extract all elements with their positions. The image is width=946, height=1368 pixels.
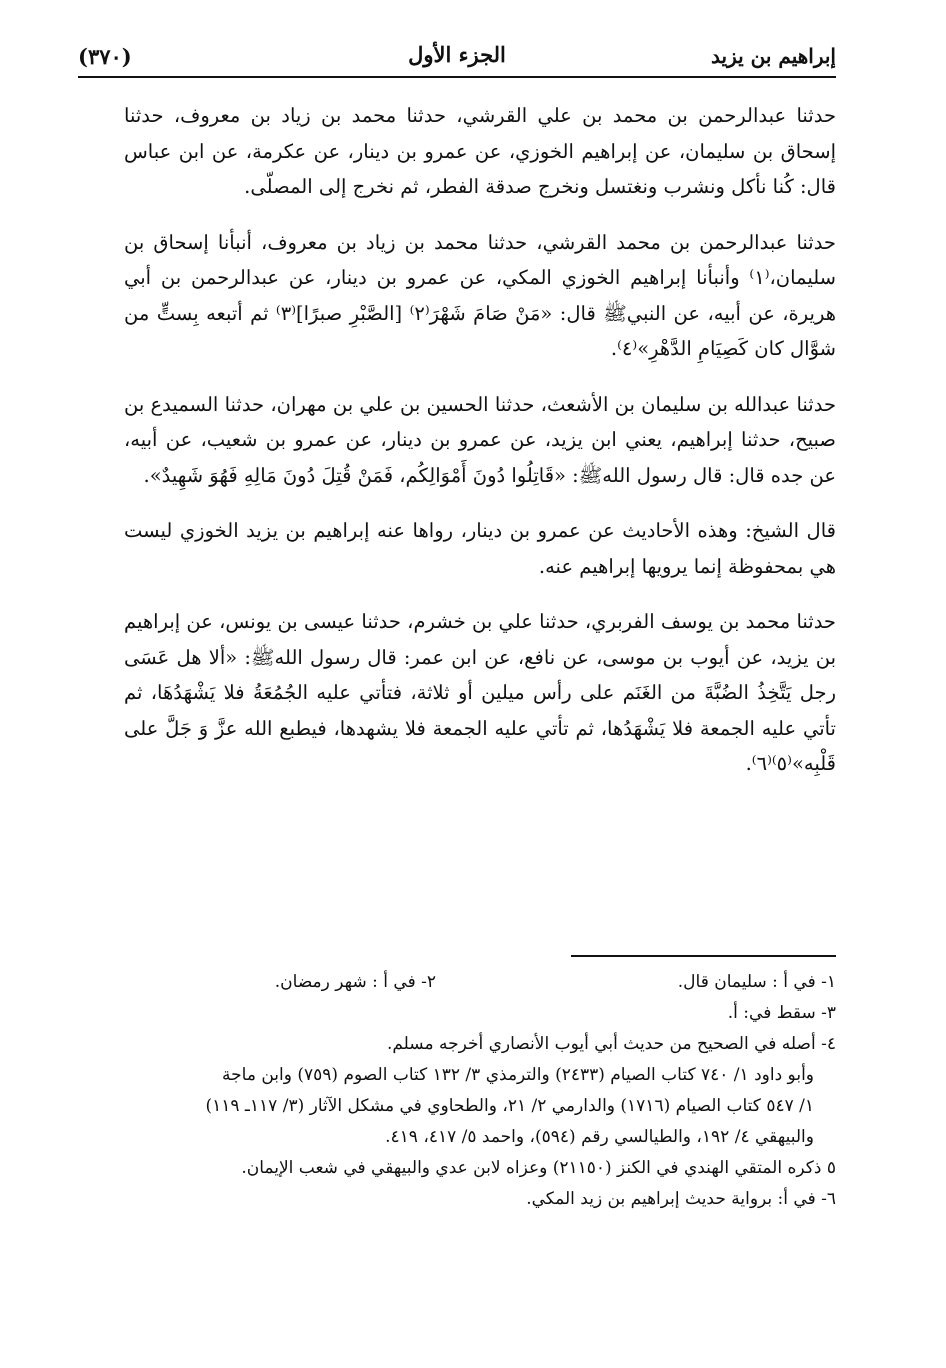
running-header <box>78 36 836 78</box>
footnote-4: ٤- أصله في الصحيح من حديث أبي أيوب الأنصاري أخرجه مسلم. <box>386 1034 836 1054</box>
paragraph-1: حدثنا عبدالرحمن بن محمد بن علي القرشي، حدثنا محمد بن زياد بن معروف، حدثنا إسحاق بن سليمان، عن إبراهيم الخوزي، عن عمرو بن دينار، عن عكرمة، عن ابن عباس قال: كُنا نأكل ونشرب ونغتسل ونخرج صدقة الفطر، ثم نخرج إلى المصلّى. <box>124 104 836 198</box>
page-number: (٣٧٠) <box>78 44 132 69</box>
paragraph-3: حدثنا عبدالله بن سليمان بن الأشعث، حدثنا الحسين بن علي بن مهران، حدثنا السميدع بن صبيح، حدثنا إبراهيم، يعني ابن يزيد، عن عمرو بن دينار، عن عمرو بن شعيب، عن أبيه، عن جده قال: قال رسول اللهﷺ: «قَاتِلُوا دُونَ أَمْوَالِكُم، فَمَنْ قُتِلَ دُونَ مَالِهِ فَهُوَ شَهِيدٌ». <box>124 392 836 487</box>
main-text <box>124 98 836 802</box>
paragraph-4: قال الشيخ: وهذه الأحاديث عن عمرو بن دينار، رواها عنه إبراهيم بن يزيد الخوزي ليست هي بمحفوظة إنما يرويها إبراهيم عنه. <box>124 519 836 578</box>
paragraph-5: حدثنا محمد بن يوسف الفربري، حدثنا علي بن خشرم، حدثنا عيسى بن يونس، عن إبراهيم بن يزيد، عن أيوب بن موسى، عن نافع، عن ابن عمر: قال رسول اللهﷺ: «ألا هل عَسَى رجل يَتَّخِذُ الضُبَّةَ من الغَنَم على رأس ميلين أو ثلاثة، فتأتي عليه الجُمُعَةُ فلا يَشْهَدُهَا، ثم تأتي عليه الجمعة فلا يَشْهَدُها، ثم تأتي عليه الجمعة فلا يشهدها، فيطبع الله عزَّ وَ جَلَّ على قَلْبِه»⁽٥⁾⁽٦⁾. <box>124 610 836 775</box>
footnote-row-1 <box>124 967 836 998</box>
entry-name: إبراهيم بن يزيد <box>711 44 836 68</box>
footnote-6: ٦- في أ: برواية حديث إبراهيم بن زيد المكي. <box>526 1189 836 1209</box>
footnote-4-line-2: ١/ ٥٤٧ كتاب الصيام (١٧١٦) والدارمي ٢/ ٢١، والطحاوي في مشكل الآثار (٣/ ١١٧ـ ١١٩) <box>205 1096 814 1116</box>
footnote-4-line-1: وأبو داود ١/ ٧٤٠ كتاب الصيام (٢٤٣٣) والترمذي ٣/ ١٣٢ كتاب الصوم (٧٥٩) وابن ماجة <box>222 1065 814 1085</box>
footnote-1: ١- في أ : سليمان قال. <box>677 972 836 992</box>
footnote-4-line-3: والبيهقي ٤/ ١٩٢، والطيالسي رقم (٥٩٤)، واحمد ٥/ ٤١٧، ٤١٩. <box>385 1127 814 1147</box>
footnote-5: ٥ ذكره المتقي الهندي في الكنز (٢١١٥٠) وعزاه لابن عدي والبيهقي في شعب الإيمان. <box>241 1158 836 1178</box>
paragraph-2: حدثنا عبدالرحمن بن محمد القرشي، حدثنا محمد بن زياد بن معروف، أنبأنا إسحاق بن سليمان،⁽١⁾ وأنبأنا إبراهيم الخوزي المكي، عن عمرو بن دينار، عن عبدالرحمن بن أبي هريرة، عن أبيه، عن النبيﷺ قال: «مَنْ صَامَ شَهْرَ⁽٢⁾ [الصَّبْرِ صبرًا]⁽٣⁾ ثم أتبعه بِستٍّ من شوَّال كان كَصِيَامِ الدَّهْرِ»⁽٤⁾. <box>124 230 836 360</box>
volume-title: الجزء الأول <box>408 42 506 67</box>
footnotes <box>124 967 836 1215</box>
footnote-3: ٣- سقط في: أ. <box>727 1003 836 1023</box>
footnote-2: ٢- في أ : شهر رمضان. <box>274 972 436 992</box>
footnote-divider <box>571 955 836 957</box>
